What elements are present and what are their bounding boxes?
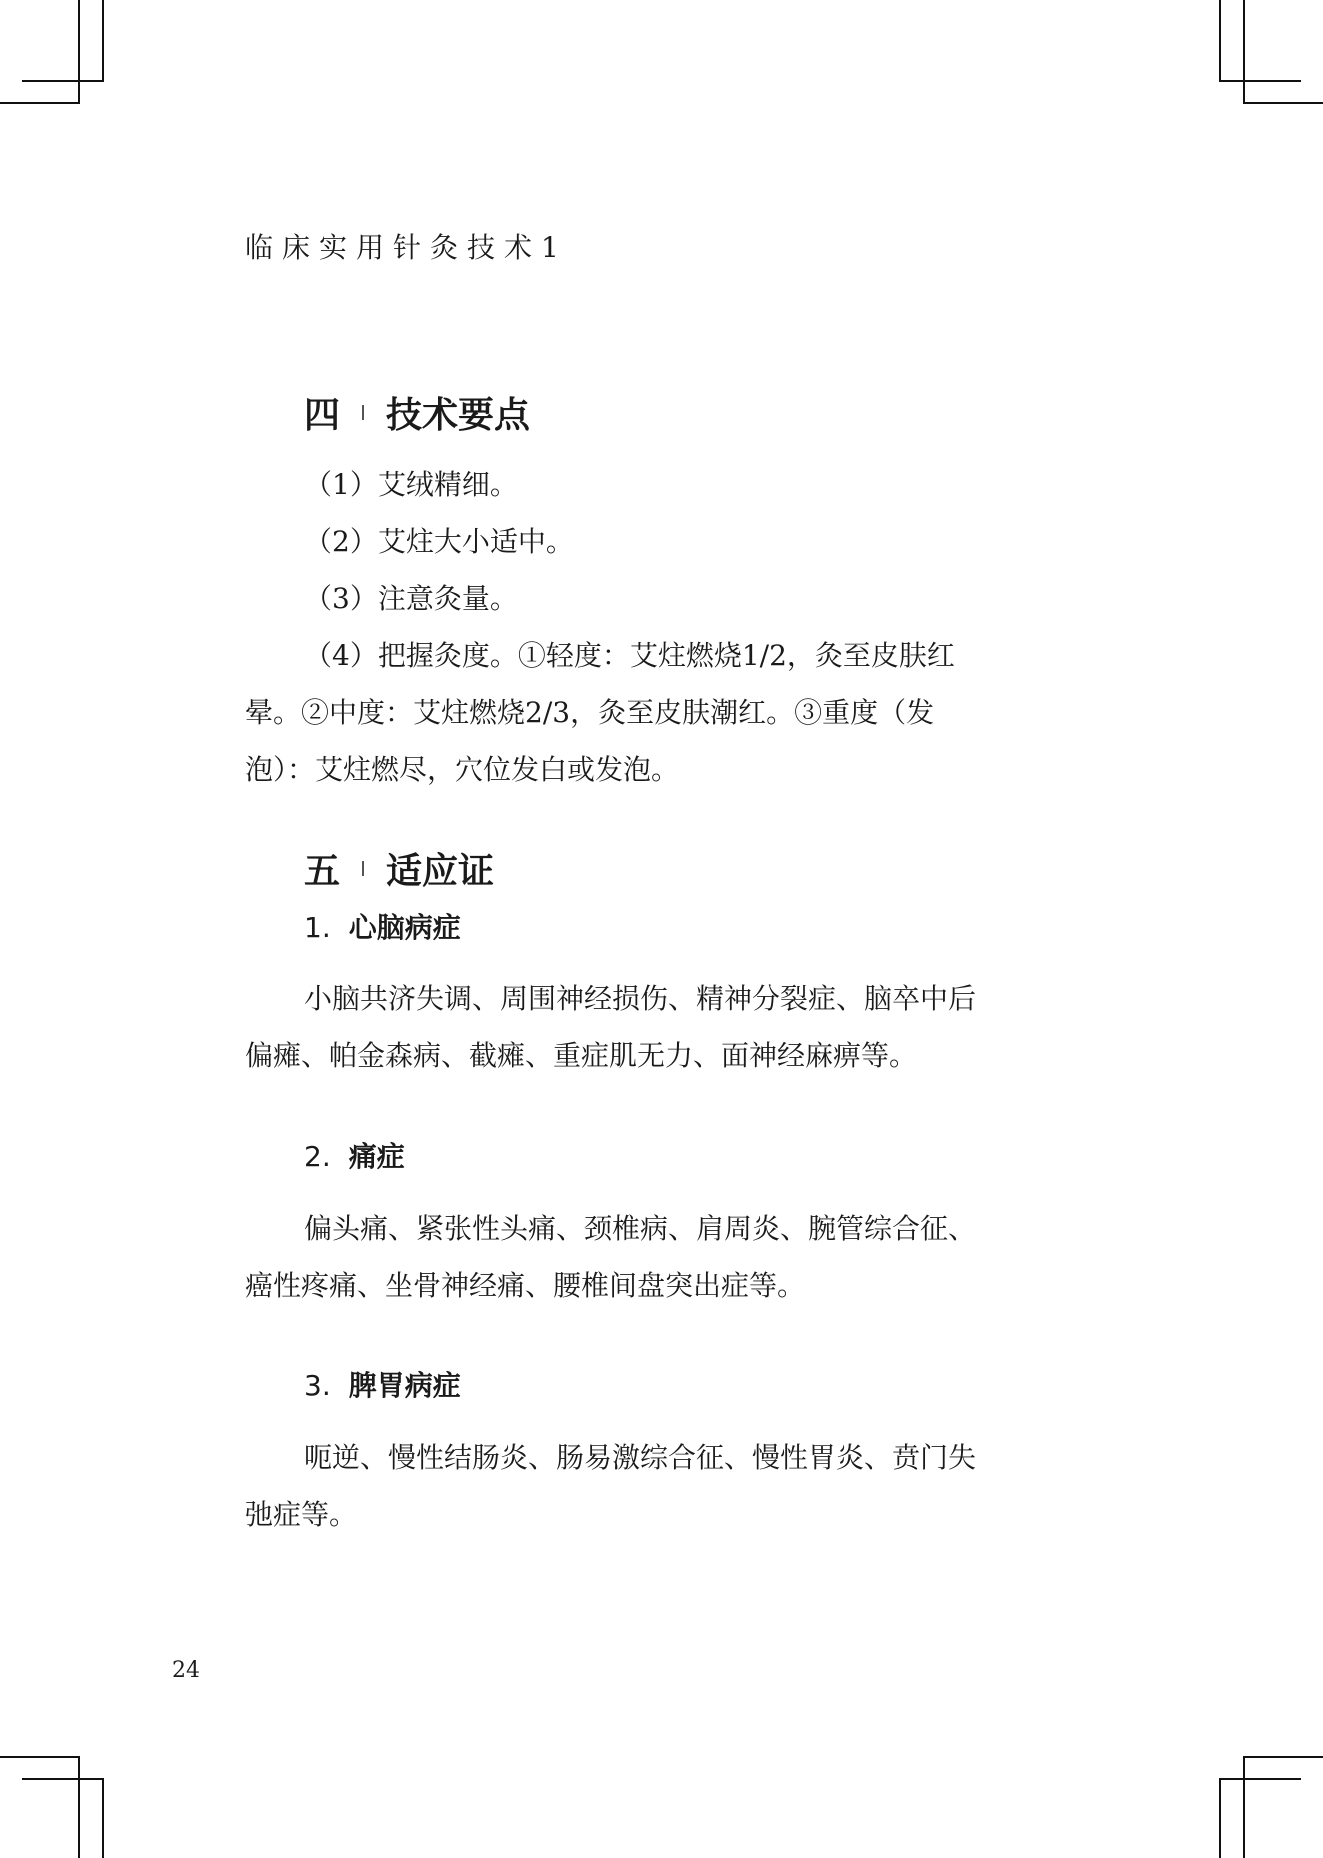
crop-mark-bottom-left-v2	[78, 1756, 80, 1858]
subheading-title: 脾胃病症	[348, 1369, 461, 1402]
crop-mark-top-left-v	[102, 0, 104, 80]
subheading-number: 1.	[304, 911, 331, 944]
crop-mark-bottom-right-v2	[1243, 1756, 1245, 1858]
paragraph-item-1	[245, 456, 1005, 513]
subheading-number: 3.	[304, 1369, 331, 1402]
heading-separator	[362, 861, 364, 876]
subheading-spleen-stomach	[304, 1366, 461, 1406]
paragraph-spleen-stomach	[245, 1429, 1005, 1543]
text-line: 偏瘫、帕金森病、截瘫、重症肌无力、面神经麻痹等。	[245, 1039, 918, 1072]
text-line: （1）艾绒精细。	[304, 468, 518, 501]
subheading-cardio-cerebral	[304, 908, 461, 948]
subheading-pain	[304, 1137, 405, 1177]
paragraph-item-3	[245, 570, 1005, 627]
text-line: 呃逆、慢性结肠炎、肠易激综合征、慢性胃炎、贲门失	[304, 1441, 977, 1474]
section-number: 五	[304, 850, 341, 892]
paragraph-item-2	[245, 513, 1005, 570]
crop-mark-bottom-right-h2	[1243, 1756, 1323, 1758]
subheading-title: 心脑病症	[348, 911, 461, 944]
crop-mark-bottom-left-v	[102, 1778, 104, 1858]
crop-mark-top-left-h	[22, 80, 104, 82]
crop-mark-bottom-right-v	[1219, 1778, 1221, 1858]
text-line: 泡）：艾炷燃尽，穴位发白或发泡。	[245, 753, 680, 786]
running-head: 临床实用针灸技术1	[245, 231, 568, 264]
paragraph-pain	[245, 1200, 1005, 1314]
subheading-title: 痛症	[348, 1140, 405, 1173]
text-line: （2）艾炷大小适中。	[304, 525, 574, 558]
paragraph-item-4	[245, 627, 1005, 798]
crop-mark-top-left-h2	[0, 102, 80, 104]
section-title: 技术要点	[386, 394, 531, 436]
crop-mark-top-right-h	[1219, 80, 1301, 82]
text-line: （3）注意灸量。	[304, 582, 518, 615]
crop-mark-top-right-v2	[1243, 0, 1245, 102]
subheading-number: 2.	[304, 1140, 331, 1173]
heading-separator	[362, 405, 364, 420]
crop-mark-top-right-h2	[1243, 102, 1323, 104]
text-line: 癌性疼痛、坐骨神经痛、腰椎间盘突出症等。	[245, 1269, 806, 1302]
section-heading-indications	[304, 844, 494, 892]
text-line: 弛症等。	[245, 1498, 358, 1531]
section-title: 适应证	[386, 850, 495, 892]
page-number: 24	[172, 1658, 200, 1683]
section-heading-technique	[304, 388, 530, 436]
crop-mark-bottom-left-h	[22, 1778, 104, 1780]
text-line: 偏头痛、紧张性头痛、颈椎病、肩周炎、腕管综合征、	[304, 1212, 977, 1245]
text-line: 晕。②中度：艾炷燃烧2/3，灸至皮肤潮红。③重度（发	[245, 696, 935, 729]
crop-mark-top-right-v	[1219, 0, 1221, 80]
crop-mark-top-left-v2	[78, 0, 80, 102]
section-number: 四	[304, 394, 341, 436]
paragraph-cardio-cerebral	[245, 970, 1005, 1084]
text-line: 小脑共济失调、周围神经损伤、精神分裂症、脑卒中后	[304, 982, 977, 1015]
text-line: （4）把握灸度。①轻度：艾炷燃烧1/2，灸至皮肤红	[304, 639, 955, 672]
crop-mark-bottom-right-h	[1219, 1778, 1301, 1780]
crop-mark-bottom-left-h2	[0, 1756, 80, 1758]
